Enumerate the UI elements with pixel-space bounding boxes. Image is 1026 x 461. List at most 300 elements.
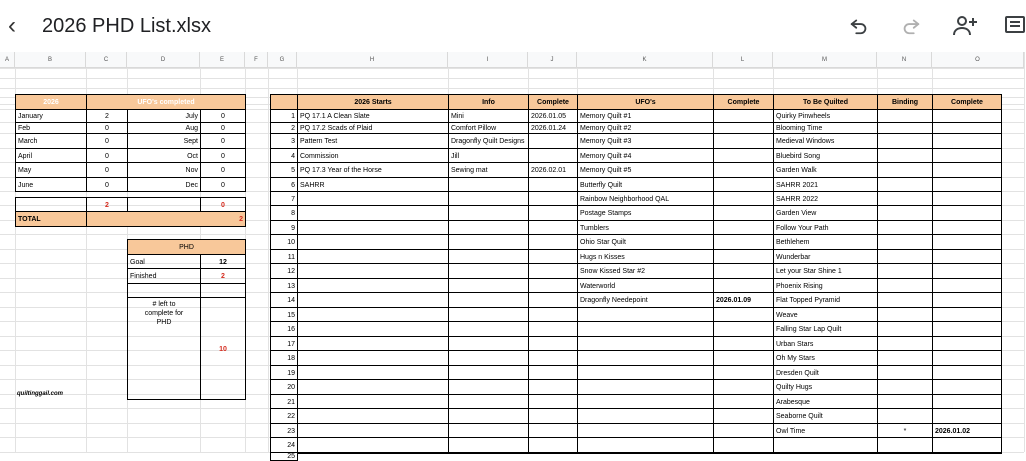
month-count[interactable]: 0 — [200, 133, 246, 149]
row-number[interactable]: 9 — [270, 220, 298, 235]
table-header-binding-cell[interactable]: Binding — [877, 94, 933, 110]
table-header-ufo-complete-cell[interactable]: Complete — [713, 94, 774, 110]
to-be-quilted-cell[interactable]: Falling Star Lap Quilt — [773, 321, 878, 337]
final-complete-cell[interactable] — [932, 379, 1002, 395]
to-be-quilted-cell[interactable]: Seaborne Quilt — [773, 408, 878, 424]
info-cell[interactable]: Mini — [448, 109, 529, 123]
ufo-cell[interactable] — [577, 379, 714, 395]
final-complete-cell[interactable] — [932, 133, 1002, 149]
ufo-complete-cell[interactable] — [713, 394, 774, 409]
start-cell[interactable] — [297, 336, 449, 351]
binding-cell[interactable] — [877, 365, 933, 380]
ufo-complete-cell[interactable] — [713, 177, 774, 192]
total-label[interactable]: TOTAL — [15, 211, 87, 227]
to-be-quilted-cell[interactable]: Garden Walk — [773, 162, 878, 178]
start-complete-cell[interactable] — [528, 133, 578, 149]
to-be-quilted-cell[interactable] — [773, 437, 878, 453]
ufo-complete-cell[interactable] — [713, 133, 774, 149]
info-cell[interactable]: Sewing mat — [448, 162, 529, 178]
month-count[interactable]: 0 — [200, 122, 246, 134]
row-number[interactable]: 21 — [270, 394, 298, 409]
ufo-complete-cell[interactable] — [713, 336, 774, 351]
ufo-cell[interactable]: Snow Kissed Star #2 — [577, 263, 714, 279]
ufo-complete-cell[interactable] — [713, 379, 774, 395]
binding-cell[interactable] — [877, 249, 933, 264]
final-complete-cell[interactable] — [932, 148, 1002, 163]
empty-cell[interactable] — [200, 283, 246, 298]
start-cell[interactable]: PQ 17.2 Scads of Plaid — [297, 122, 449, 134]
start-cell[interactable]: Commission — [297, 148, 449, 163]
row-number[interactable]: 24 — [270, 437, 298, 453]
ufo-cell[interactable]: Butterfly Quilt — [577, 177, 714, 192]
to-be-quilted-cell[interactable]: SAHRR 2022 — [773, 191, 878, 206]
to-be-quilted-cell[interactable]: SAHRR 2021 — [773, 177, 878, 192]
start-cell[interactable] — [297, 249, 449, 264]
row-number[interactable]: 14 — [270, 292, 298, 308]
row-number[interactable]: 18 — [270, 350, 298, 366]
ufo-complete-cell[interactable] — [713, 234, 774, 250]
month-count[interactable]: 0 — [86, 177, 128, 192]
final-complete-cell[interactable] — [932, 234, 1002, 250]
left-to-complete-value[interactable]: 10 — [200, 297, 246, 400]
final-complete-cell[interactable] — [932, 292, 1002, 308]
ufo-cell[interactable] — [577, 408, 714, 424]
start-cell[interactable] — [297, 321, 449, 337]
start-cell[interactable] — [297, 365, 449, 380]
ufo-complete-cell[interactable] — [713, 263, 774, 279]
row-number[interactable]: 13 — [270, 278, 298, 293]
month-label[interactable]: Sept — [127, 133, 201, 149]
ufo-cell[interactable] — [577, 321, 714, 337]
final-complete-cell[interactable] — [932, 177, 1002, 192]
row-number[interactable]: 20 — [270, 379, 298, 395]
binding-cell[interactable]: * — [877, 423, 933, 438]
ufo-complete-cell[interactable] — [713, 249, 774, 264]
phd-header[interactable]: PHD — [127, 239, 246, 255]
ufo-cell[interactable]: Memory Quilt #1 — [577, 109, 714, 123]
info-cell[interactable] — [448, 220, 529, 235]
table-header-start-cell[interactable]: 2026 Starts — [297, 94, 449, 110]
to-be-quilted-cell[interactable]: Medieval Windows — [773, 133, 878, 149]
ufo-cell[interactable]: Dragonfly Needepoint — [577, 292, 714, 308]
binding-cell[interactable] — [877, 408, 933, 424]
final-complete-cell[interactable] — [932, 205, 1002, 221]
start-complete-cell[interactable] — [528, 336, 578, 351]
month-label[interactable]: Dec — [127, 177, 201, 192]
ufo-cell[interactable]: Waterworld — [577, 278, 714, 293]
start-cell[interactable] — [297, 408, 449, 424]
ufo-complete-cell[interactable] — [713, 423, 774, 438]
month-label[interactable]: Oct — [127, 148, 201, 163]
grid-row-line — [0, 78, 1024, 79]
start-cell[interactable] — [297, 350, 449, 366]
month-count[interactable]: 0 — [200, 148, 246, 163]
to-be-quilted-cell[interactable]: Oh My Stars — [773, 350, 878, 366]
table-header-info-cell[interactable]: Info — [448, 94, 529, 110]
column-header-j[interactable]: J — [528, 52, 577, 68]
final-complete-cell[interactable]: 2026.01.02 — [932, 423, 1002, 438]
binding-cell[interactable] — [877, 350, 933, 366]
row-number[interactable]: 16 — [270, 321, 298, 337]
start-cell[interactable] — [297, 452, 449, 454]
ufo-cell[interactable]: Rainbow Neighborhood QAL — [577, 191, 714, 206]
final-complete-cell[interactable] — [932, 452, 1002, 454]
comments-icon[interactable] — [1004, 14, 1026, 38]
ufo-cell[interactable]: Ohio Star Quilt — [577, 234, 714, 250]
ufo-cell[interactable]: Tumblers — [577, 220, 714, 235]
goal-value[interactable]: 12 — [200, 254, 246, 269]
ufo-cell[interactable] — [577, 350, 714, 366]
to-be-quilted-cell[interactable]: Let your Star Shine 1 — [773, 263, 878, 279]
row-number[interactable]: 7 — [270, 191, 298, 206]
to-be-quilted-cell[interactable] — [773, 452, 878, 454]
table-header-start-complete-cell[interactable]: Complete — [528, 94, 578, 110]
chevron-left-icon[interactable]: ‹ — [8, 12, 16, 39]
grid-row-line — [0, 68, 1024, 69]
final-complete-cell[interactable] — [932, 109, 1002, 123]
row-number[interactable]: 8 — [270, 205, 298, 221]
row-number[interactable]: 10 — [270, 234, 298, 250]
add-person-icon[interactable] — [952, 14, 978, 38]
start-complete-cell[interactable] — [528, 249, 578, 264]
final-complete-cell[interactable] — [932, 350, 1002, 366]
finished-value[interactable]: 2 — [200, 268, 246, 284]
binding-cell[interactable] — [877, 394, 933, 409]
final-complete-cell[interactable] — [932, 307, 1002, 322]
row-number[interactable]: 25 — [270, 452, 298, 461]
info-cell[interactable]: Jill — [448, 148, 529, 163]
info-cell[interactable] — [448, 321, 529, 337]
ufo-complete-cell[interactable] — [713, 321, 774, 337]
row-number[interactable]: 2 — [270, 122, 298, 134]
column-header-k[interactable]: K — [577, 52, 713, 68]
ufo-cell[interactable]: Memory Quilt #2 — [577, 122, 714, 134]
start-cell[interactable] — [297, 278, 449, 293]
empty-cell[interactable] — [15, 197, 87, 212]
ufo-complete-cell[interactable] — [713, 220, 774, 235]
start-complete-cell[interactable] — [528, 307, 578, 322]
column-header-o[interactable]: O — [932, 52, 1024, 68]
binding-cell[interactable] — [877, 109, 933, 123]
column-header-m[interactable]: M — [773, 52, 877, 68]
start-complete-cell[interactable] — [528, 437, 578, 453]
ufo-complete-cell[interactable] — [713, 109, 774, 123]
binding-cell[interactable] — [877, 437, 933, 453]
goal-label[interactable]: Goal — [127, 254, 201, 269]
start-complete-cell[interactable] — [528, 379, 578, 395]
to-be-quilted-cell[interactable]: Follow Your Path — [773, 220, 878, 235]
info-cell[interactable]: Dragonfly Quilt Designs — [448, 133, 529, 149]
to-be-quilted-cell[interactable]: Bethlehem — [773, 234, 878, 250]
month-count[interactable]: 0 — [200, 109, 246, 123]
info-cell[interactable] — [448, 379, 529, 395]
to-be-quilted-cell[interactable]: Urban Stars — [773, 336, 878, 351]
start-cell[interactable] — [297, 307, 449, 322]
start-complete-cell[interactable] — [528, 408, 578, 424]
month-label[interactable]: May — [15, 162, 87, 178]
final-complete-cell[interactable] — [932, 263, 1002, 279]
start-cell[interactable] — [297, 234, 449, 250]
binding-cell[interactable] — [877, 278, 933, 293]
info-cell[interactable] — [448, 437, 529, 453]
month-label[interactable]: Aug — [127, 122, 201, 134]
info-cell[interactable] — [448, 365, 529, 380]
final-complete-cell[interactable] — [932, 278, 1002, 293]
row-number[interactable]: 6 — [270, 177, 298, 192]
row-number[interactable]: 3 — [270, 133, 298, 149]
ufo-complete-cell[interactable] — [713, 408, 774, 424]
info-cell[interactable] — [448, 278, 529, 293]
start-complete-cell[interactable] — [528, 394, 578, 409]
ufo-cell[interactable] — [577, 307, 714, 322]
month-label[interactable]: April — [15, 148, 87, 163]
finished-label[interactable]: Finished — [127, 268, 201, 284]
month-label[interactable]: Feb — [15, 122, 87, 134]
column-header-a[interactable]: A — [0, 52, 15, 68]
binding-cell[interactable] — [877, 148, 933, 163]
start-complete-cell[interactable] — [528, 220, 578, 235]
info-cell[interactable] — [448, 336, 529, 351]
ufo-cell[interactable] — [577, 452, 714, 454]
final-complete-cell[interactable] — [932, 191, 1002, 206]
final-complete-cell[interactable] — [932, 249, 1002, 264]
final-complete-cell[interactable] — [932, 408, 1002, 424]
start-cell[interactable] — [297, 191, 449, 206]
start-complete-cell[interactable] — [528, 148, 578, 163]
binding-cell[interactable] — [877, 379, 933, 395]
redo-icon[interactable] — [900, 14, 922, 38]
start-complete-cell[interactable] — [528, 205, 578, 221]
start-complete-cell[interactable] — [528, 263, 578, 279]
row-number[interactable]: 11 — [270, 249, 298, 264]
info-cell[interactable] — [448, 350, 529, 366]
ufo-complete-cell[interactable] — [713, 307, 774, 322]
to-be-quilted-cell[interactable]: Arabesque — [773, 394, 878, 409]
row-number[interactable]: 1 — [270, 109, 298, 123]
ufo-complete-cell[interactable] — [713, 278, 774, 293]
binding-cell[interactable] — [877, 133, 933, 149]
start-cell[interactable] — [297, 263, 449, 279]
start-cell[interactable]: Pattern Test — [297, 133, 449, 149]
info-cell[interactable]: Comfort Pillow — [448, 122, 529, 134]
month-count[interactable]: 0 — [86, 122, 128, 134]
final-complete-cell[interactable] — [932, 220, 1002, 235]
grid-row-line — [0, 88, 1024, 89]
to-be-quilted-cell[interactable]: Blooming Time — [773, 122, 878, 134]
final-complete-cell[interactable] — [932, 336, 1002, 351]
ufo-complete-cell[interactable] — [713, 452, 774, 454]
ufo-cell[interactable]: Memory Quilt #3 — [577, 133, 714, 149]
final-complete-cell[interactable] — [932, 394, 1002, 409]
subtotal-second-half[interactable]: 0 — [200, 197, 246, 212]
start-complete-cell[interactable] — [528, 177, 578, 192]
binding-cell[interactable] — [877, 220, 933, 235]
ufo-complete-cell[interactable] — [713, 350, 774, 366]
binding-cell[interactable] — [877, 321, 933, 337]
ufo-complete-cell[interactable] — [713, 191, 774, 206]
month-label[interactable]: June — [15, 177, 87, 192]
to-be-quilted-cell[interactable]: Bluebird Song — [773, 148, 878, 163]
table-header-corner[interactable] — [270, 94, 298, 110]
month-count[interactable]: 2 — [86, 109, 128, 123]
info-cell[interactable] — [448, 177, 529, 192]
ufo-cell[interactable]: Postage Stamps — [577, 205, 714, 221]
to-be-quilted-cell[interactable]: Quirky Pinwheels — [773, 109, 878, 123]
start-cell[interactable]: SAHRR — [297, 177, 449, 192]
start-complete-cell[interactable]: 2026.02.01 — [528, 162, 578, 178]
start-cell[interactable] — [297, 220, 449, 235]
start-complete-cell[interactable] — [528, 365, 578, 380]
spreadsheet-grid[interactable] — [0, 52, 1024, 460]
month-count[interactable]: 0 — [86, 162, 128, 178]
info-cell[interactable] — [448, 205, 529, 221]
start-cell[interactable] — [297, 379, 449, 395]
start-cell[interactable] — [297, 423, 449, 438]
to-be-quilted-cell[interactable]: Flat Topped Pyramid — [773, 292, 878, 308]
ufo-completed-header[interactable]: UFO's completed — [86, 94, 246, 110]
binding-cell[interactable] — [877, 177, 933, 192]
start-complete-cell[interactable] — [528, 350, 578, 366]
top-toolbar — [0, 0, 1024, 52]
table-header-final-complete-cell[interactable]: Complete — [932, 94, 1002, 110]
row-number[interactable]: 5 — [270, 162, 298, 178]
info-cell[interactable] — [448, 292, 529, 308]
month-count[interactable]: 0 — [200, 162, 246, 178]
ufo-cell[interactable] — [577, 394, 714, 409]
month-label[interactable]: Nov — [127, 162, 201, 178]
ufo-complete-cell[interactable] — [713, 437, 774, 453]
start-complete-cell[interactable] — [528, 292, 578, 308]
binding-cell[interactable] — [877, 292, 933, 308]
final-complete-cell[interactable] — [932, 321, 1002, 337]
row-number[interactable]: 19 — [270, 365, 298, 380]
info-cell[interactable] — [448, 452, 529, 454]
binding-cell[interactable] — [877, 307, 933, 322]
ufo-year-header[interactable]: 2026 — [15, 94, 87, 110]
row-number[interactable]: 4 — [270, 148, 298, 163]
month-count[interactable]: 0 — [200, 177, 246, 192]
info-cell[interactable] — [448, 423, 529, 438]
start-complete-cell[interactable] — [528, 191, 578, 206]
binding-cell[interactable] — [877, 162, 933, 178]
start-complete-cell[interactable] — [528, 452, 578, 454]
row-number[interactable]: 12 — [270, 263, 298, 279]
month-count[interactable]: 0 — [86, 133, 128, 149]
info-cell[interactable] — [448, 263, 529, 279]
document-title: 2026 PHD List.xlsx — [42, 15, 211, 37]
to-be-quilted-cell[interactable]: Quilty Hugs — [773, 379, 878, 395]
column-header-l[interactable]: L — [713, 52, 773, 68]
info-cell[interactable] — [448, 408, 529, 424]
start-complete-cell[interactable] — [528, 321, 578, 337]
final-complete-cell[interactable] — [932, 162, 1002, 178]
start-complete-cell[interactable] — [528, 423, 578, 438]
row-number[interactable]: 17 — [270, 336, 298, 351]
start-cell[interactable] — [297, 394, 449, 409]
to-be-quilted-cell[interactable]: Phoenix Rising — [773, 278, 878, 293]
info-cell[interactable] — [448, 249, 529, 264]
to-be-quilted-cell[interactable]: Owl Time — [773, 423, 878, 438]
month-label[interactable]: January — [15, 109, 87, 123]
to-be-quilted-cell[interactable]: Wunderbar — [773, 249, 878, 264]
column-header-f[interactable]: F — [245, 52, 268, 68]
start-complete-cell[interactable]: 2026.01.05 — [528, 109, 578, 123]
binding-cell[interactable] — [877, 205, 933, 221]
ufo-complete-cell[interactable] — [713, 162, 774, 178]
ufo-cell[interactable]: Memory Quilt #4 — [577, 148, 714, 163]
month-label[interactable]: July — [127, 109, 201, 123]
month-label[interactable]: March — [15, 133, 87, 149]
column-header-e[interactable]: E — [200, 52, 245, 68]
info-cell[interactable] — [448, 191, 529, 206]
ufo-cell[interactable] — [577, 336, 714, 351]
row-number[interactable]: 22 — [270, 408, 298, 424]
info-cell[interactable] — [448, 307, 529, 322]
start-cell[interactable] — [297, 437, 449, 453]
table-header-to-be-quilted-cell[interactable]: To Be Quilted — [773, 94, 878, 110]
ufo-cell[interactable] — [577, 423, 714, 438]
ufo-complete-cell[interactable]: 2026.01.09 — [713, 292, 774, 308]
column-header-h[interactable]: H — [297, 52, 448, 68]
start-complete-cell[interactable]: 2026.01.24 — [528, 122, 578, 134]
start-cell[interactable] — [297, 292, 449, 308]
start-cell[interactable] — [297, 205, 449, 221]
column-header-c[interactable]: C — [86, 52, 127, 68]
left-to-complete-label[interactable]: # left to complete for PHD — [127, 297, 201, 400]
ufo-cell[interactable]: Memory Quilt #5 — [577, 162, 714, 178]
binding-cell[interactable] — [877, 234, 933, 250]
column-header-b[interactable]: B — [15, 52, 86, 68]
ufo-complete-cell[interactable] — [713, 365, 774, 380]
info-cell[interactable] — [448, 394, 529, 409]
final-complete-cell[interactable] — [932, 437, 1002, 453]
ufo-complete-cell[interactable] — [713, 205, 774, 221]
ufo-complete-cell[interactable] — [713, 148, 774, 163]
month-count[interactable]: 0 — [86, 148, 128, 163]
signature-text[interactable]: quiltinggail.com — [17, 391, 63, 397]
column-header-d[interactable]: D — [127, 52, 200, 68]
subtotal-first-half[interactable]: 2 — [86, 197, 128, 212]
start-cell[interactable]: PQ 17.3 Year of the Horse — [297, 162, 449, 178]
start-complete-cell[interactable] — [528, 234, 578, 250]
grid-column-line — [1024, 52, 1025, 452]
binding-cell[interactable] — [877, 336, 933, 351]
empty-cell[interactable] — [127, 283, 201, 298]
empty-cell[interactable] — [127, 197, 201, 212]
to-be-quilted-cell[interactable]: Dresden Quilt — [773, 365, 878, 380]
ufo-cell[interactable] — [577, 365, 714, 380]
ufo-cell[interactable]: Hugs n Kisses — [577, 249, 714, 264]
undo-icon[interactable] — [848, 14, 870, 38]
total-value[interactable]: 2 — [86, 211, 246, 227]
info-cell[interactable] — [448, 234, 529, 250]
to-be-quilted-cell[interactable]: Weave — [773, 307, 878, 322]
start-cell[interactable]: PQ 17.1 A Clean Slate — [297, 109, 449, 123]
row-number[interactable]: 15 — [270, 307, 298, 322]
row-number[interactable]: 23 — [270, 423, 298, 438]
column-header-n[interactable]: N — [877, 52, 932, 68]
binding-cell[interactable] — [877, 263, 933, 279]
to-be-quilted-cell[interactable]: Garden View — [773, 205, 878, 221]
start-complete-cell[interactable] — [528, 278, 578, 293]
final-complete-cell[interactable] — [932, 365, 1002, 380]
column-header-g[interactable]: G — [268, 52, 297, 68]
table-header-ufo-cell[interactable]: UFO's — [577, 94, 714, 110]
column-header-i[interactable]: I — [448, 52, 528, 68]
ufo-cell[interactable] — [577, 437, 714, 453]
binding-cell[interactable] — [877, 191, 933, 206]
binding-cell[interactable] — [877, 452, 933, 454]
